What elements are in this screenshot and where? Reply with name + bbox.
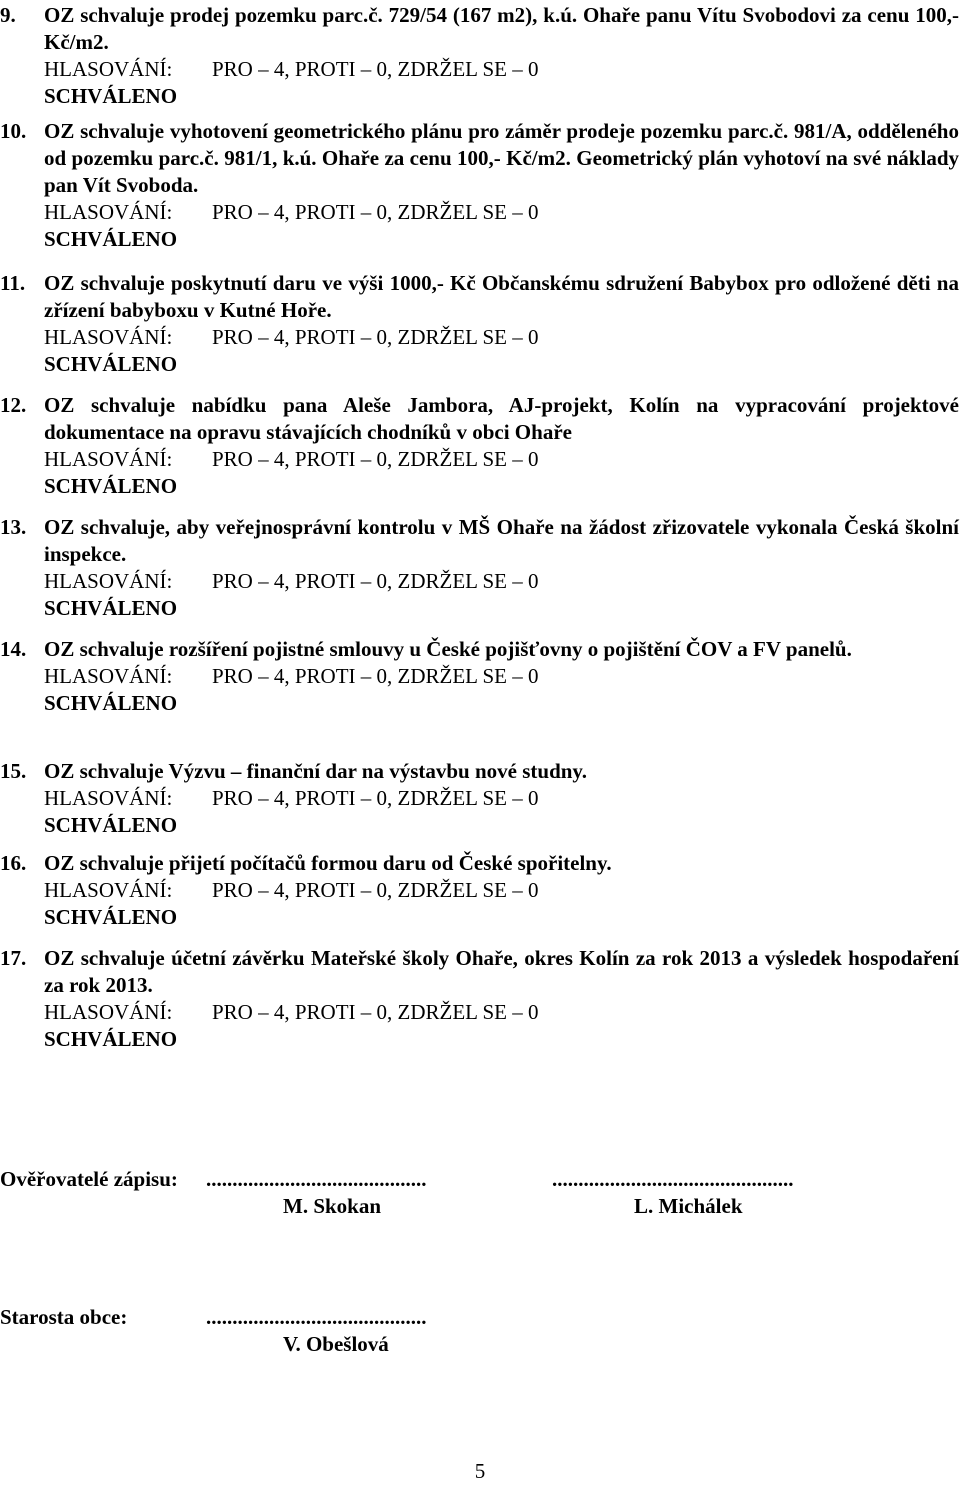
vote-label: HLASOVÁNÍ: bbox=[44, 325, 173, 349]
resolution-text: OZ schvaluje rozšíření pojistné smlouvy u České pojišťovny o pojištění ČOV a FV panelů. bbox=[44, 637, 852, 661]
resolution-15 bbox=[0, 758, 960, 839]
verifiers-names-row bbox=[0, 1193, 960, 1220]
resolution-16 bbox=[0, 850, 960, 931]
resolution-text: OZ schvaluje účetní závěrku Mateřské školy Ohaře, okres Kolín za rok 2013 a výsledek hospodaření za rok 2013. bbox=[44, 946, 959, 997]
vote-line bbox=[44, 568, 959, 595]
result-status: SCHVÁLENO bbox=[44, 905, 178, 929]
mayor-signature-line: .......................................... bbox=[206, 1305, 427, 1329]
mayor-name: V. Obešlová bbox=[283, 1332, 389, 1356]
item-number: 17. bbox=[0, 946, 27, 970]
resolution-text: OZ schvaluje nabídku pana Aleše Jambora, AJ-projekt, Kolín na vypracování projektové dokumentace na opravu stávajících chodníků v obci Ohaře bbox=[44, 393, 959, 444]
vote-counts: PRO – 4, PROTI – 0, ZDRŽEL SE – 0 bbox=[212, 447, 539, 471]
resolution-text: OZ schvaluje prodej pozemku parc.č. 729/54 (167 m2), k.ú. Ohaře panu Vítu Svobodovi za cenu 100,- Kč/m2. bbox=[44, 3, 959, 54]
item-number: 11. bbox=[0, 271, 26, 295]
mayor-block bbox=[0, 1304, 960, 1358]
vote-line bbox=[44, 785, 959, 812]
vote-label: HLASOVÁNÍ: bbox=[44, 447, 173, 471]
vote-line bbox=[44, 446, 959, 473]
vote-label: HLASOVÁNÍ: bbox=[44, 200, 173, 224]
vote-label: HLASOVÁNÍ: bbox=[44, 786, 173, 810]
vote-label: HLASOVÁNÍ: bbox=[44, 569, 173, 593]
item-number: 14. bbox=[0, 637, 27, 661]
resolution-text: OZ schvaluje přijetí počítačů formou daru od České spořitelny. bbox=[44, 851, 612, 875]
result-status: SCHVÁLENO bbox=[44, 84, 178, 108]
item-number: 15. bbox=[0, 759, 27, 783]
vote-line bbox=[44, 56, 959, 83]
vote-line bbox=[44, 663, 959, 690]
vote-line bbox=[44, 877, 959, 904]
verifier-name-1: M. Skokan bbox=[283, 1194, 382, 1218]
resolution-text: OZ schvaluje, aby veřejnosprávní kontrolu v MŠ Ohaře na žádost zřizovatele vykonala Česká školní inspekce. bbox=[44, 515, 959, 566]
vote-counts: PRO – 4, PROTI – 0, ZDRŽEL SE – 0 bbox=[212, 1000, 539, 1024]
vote-counts: PRO – 4, PROTI – 0, ZDRŽEL SE – 0 bbox=[212, 664, 539, 688]
resolution-text: OZ schvaluje vyhotovení geometrického plánu pro záměr prodeje pozemku parc.č. 981/A, odděleného od pozemku parc.č. 981/1, k.ú. Ohaře za cenu 100,- Kč/m2. Geometrický plán vyhotoví na své náklady pan Vít Svoboda. bbox=[44, 119, 959, 197]
vote-label: HLASOVÁNÍ: bbox=[44, 1000, 173, 1024]
resolution-17 bbox=[0, 945, 960, 1053]
vote-counts: PRO – 4, PROTI – 0, ZDRŽEL SE – 0 bbox=[212, 200, 539, 224]
vote-counts: PRO – 4, PROTI – 0, ZDRŽEL SE – 0 bbox=[212, 878, 539, 902]
resolution-12 bbox=[0, 392, 960, 500]
vote-line bbox=[44, 999, 959, 1026]
result-status: SCHVÁLENO bbox=[44, 474, 178, 498]
resolution-11 bbox=[0, 270, 960, 378]
verifiers-label: Ověřovatelé zápisu: bbox=[0, 1167, 178, 1191]
result-status: SCHVÁLENO bbox=[44, 813, 178, 837]
resolution-14 bbox=[0, 636, 960, 717]
vote-counts: PRO – 4, PROTI – 0, ZDRŽEL SE – 0 bbox=[212, 325, 539, 349]
mayor-label: Starosta obce: bbox=[0, 1305, 128, 1329]
item-number: 9. bbox=[0, 3, 16, 27]
resolution-9 bbox=[0, 2, 960, 110]
vote-counts: PRO – 4, PROTI – 0, ZDRŽEL SE – 0 bbox=[212, 569, 539, 593]
vote-label: HLASOVÁNÍ: bbox=[44, 57, 173, 81]
result-status: SCHVÁLENO bbox=[44, 227, 178, 251]
item-number: 16. bbox=[0, 851, 27, 875]
signature-line-2: .............................................. bbox=[552, 1167, 794, 1191]
vote-line bbox=[44, 324, 959, 351]
resolution-13 bbox=[0, 514, 960, 622]
item-number: 12. bbox=[0, 393, 27, 417]
result-status: SCHVÁLENO bbox=[44, 1027, 178, 1051]
result-status: SCHVÁLENO bbox=[44, 352, 178, 376]
verifiers-block bbox=[0, 1166, 960, 1220]
resolution-10 bbox=[0, 118, 960, 253]
item-number: 10. bbox=[0, 119, 27, 143]
mayor-name-row bbox=[0, 1331, 960, 1358]
resolution-text: OZ schvaluje Výzvu – finanční dar na výstavbu nové studny. bbox=[44, 759, 588, 783]
verifier-name-2: L. Michálek bbox=[634, 1194, 743, 1218]
vote-label: HLASOVÁNÍ: bbox=[44, 664, 173, 688]
vote-label: HLASOVÁNÍ: bbox=[44, 878, 173, 902]
page-number: 5 bbox=[474, 1459, 486, 1483]
result-status: SCHVÁLENO bbox=[44, 596, 178, 620]
signature-line-1: .......................................... bbox=[206, 1167, 427, 1191]
vote-counts: PRO – 4, PROTI – 0, ZDRŽEL SE – 0 bbox=[212, 786, 539, 810]
verifiers-dots-row bbox=[0, 1166, 960, 1193]
result-status: SCHVÁLENO bbox=[44, 691, 178, 715]
resolution-text: OZ schvaluje poskytnutí daru ve výši 1000,- Kč Občanskému sdružení Babybox pro odložené děti na zřízení babyboxu v Kutné Hoře. bbox=[44, 271, 959, 322]
item-number: 13. bbox=[0, 515, 27, 539]
vote-line bbox=[44, 199, 959, 226]
vote-counts: PRO – 4, PROTI – 0, ZDRŽEL SE – 0 bbox=[212, 57, 539, 81]
mayor-dots-row bbox=[0, 1304, 960, 1331]
